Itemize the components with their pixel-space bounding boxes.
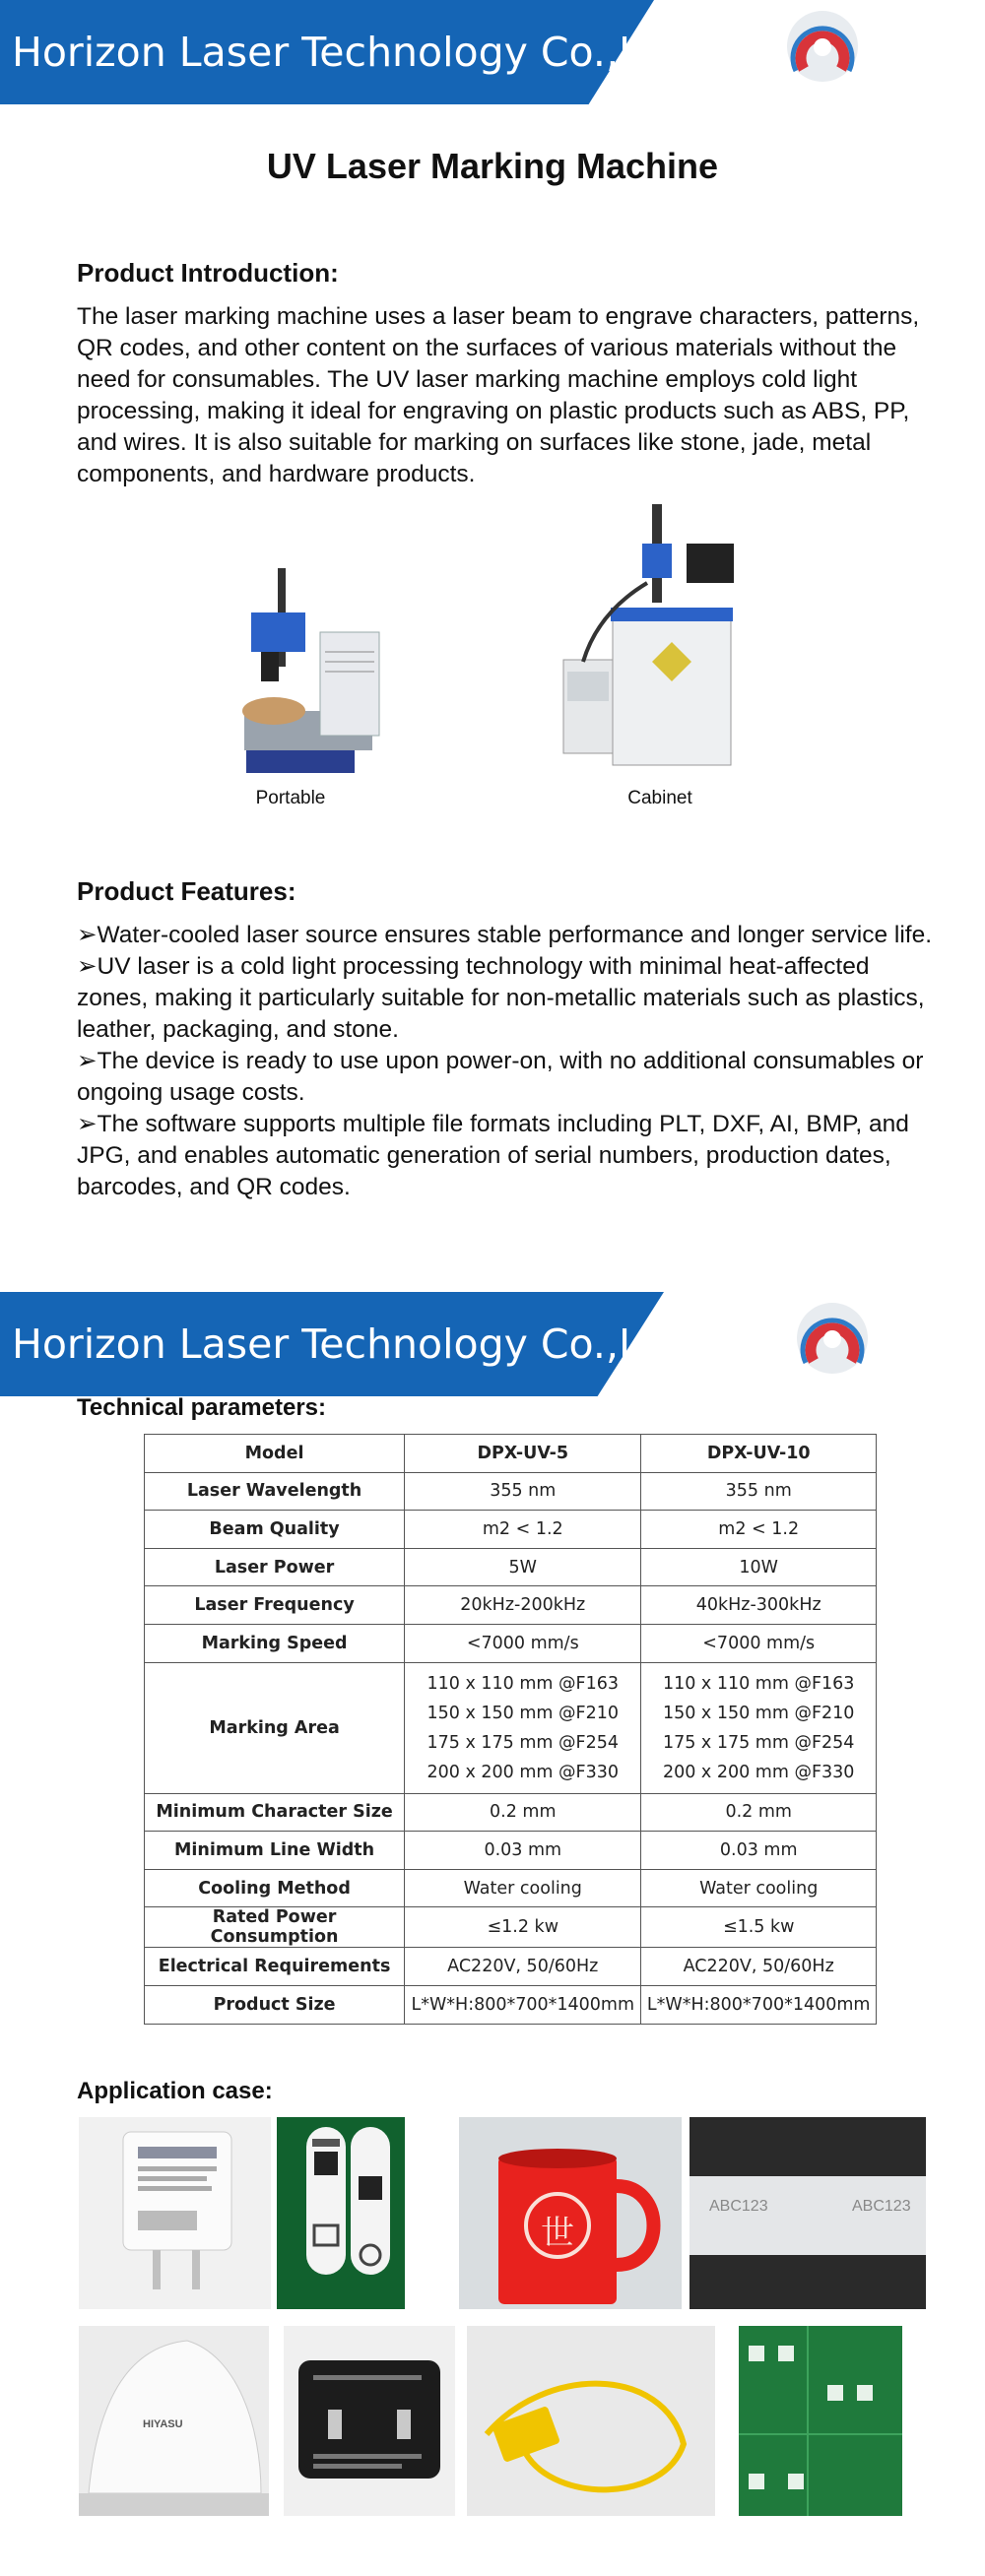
param-value: 10W xyxy=(641,1548,877,1586)
param-name: Laser Power xyxy=(145,1548,405,1586)
header-cell: DPX-UV-10 xyxy=(641,1435,877,1473)
app-image-mug xyxy=(459,2117,682,2309)
param-value: 355 nm xyxy=(641,1472,877,1511)
param-value: AC220V, 50/60Hz xyxy=(641,1948,877,1986)
bullet-icon: ➢ xyxy=(77,1111,98,1137)
param-name: Laser Wavelength xyxy=(145,1472,405,1511)
app-image-charger xyxy=(79,2117,271,2309)
app-image-mask xyxy=(79,2326,269,2516)
tube-body xyxy=(690,2176,926,2255)
feature-item: ➢Water-cooled laser source ensures stable performance and longer service life. xyxy=(77,922,933,948)
param-value: ≤1.2 kw xyxy=(405,1907,641,1948)
table-row xyxy=(145,1511,877,1549)
table-row xyxy=(145,1985,877,2024)
header-cell: DPX-UV-5 xyxy=(405,1435,641,1473)
table-row xyxy=(145,1548,877,1586)
company-name-2: Horizon Laser Technology Co.,Ltd xyxy=(12,1320,683,1368)
spec-table xyxy=(144,1434,877,2025)
table-row xyxy=(145,1869,877,1907)
bullet-icon: ➢ xyxy=(77,922,98,948)
table-row xyxy=(145,1793,877,1832)
portable-machine-image xyxy=(227,563,394,780)
tech-heading: Technical parameters: xyxy=(77,1394,326,1421)
app-image-pcb xyxy=(739,2326,902,2516)
table-row xyxy=(145,1662,877,1793)
param-value: 20kHz-200kHz xyxy=(405,1586,641,1625)
header-banner-2 xyxy=(0,1292,985,1396)
param-value: 0.03 mm xyxy=(405,1832,641,1870)
header-cell: Model xyxy=(145,1435,405,1473)
param-name: Rated Power Consumption xyxy=(145,1907,405,1948)
param-value: L*W*H:800*700*1400mm xyxy=(641,1985,877,2024)
param-value: 0.03 mm xyxy=(641,1832,877,1870)
param-name: Minimum Character Size xyxy=(145,1793,405,1832)
table-header-row xyxy=(145,1435,877,1473)
param-name: Product Size xyxy=(145,1985,405,2024)
param-value: ≤1.5 kw xyxy=(641,1907,877,1948)
param-value: 5W xyxy=(405,1548,641,1586)
param-value: 110 x 110 mm @F163 150 x 150 mm @F210 175 x 175 mm @F254 200 x 200 mm @F330 xyxy=(641,1662,877,1793)
tube-marking: ABC123 xyxy=(852,2198,911,2215)
company-logo-icon xyxy=(794,1300,871,1377)
company-name: Horizon Laser Technology Co.,Ltd xyxy=(12,29,683,76)
bullet-icon: ➢ xyxy=(77,953,98,980)
company-logo-icon xyxy=(784,8,861,85)
param-value: 0.2 mm xyxy=(405,1793,641,1832)
application-heading: Application case: xyxy=(77,2078,273,2104)
param-value: AC220V, 50/60Hz xyxy=(405,1948,641,1986)
app-image-adapter xyxy=(284,2326,455,2516)
param-value: m2 < 1.2 xyxy=(641,1511,877,1549)
param-value: 355 nm xyxy=(405,1472,641,1511)
header-banner xyxy=(0,0,985,104)
portable-caption: Portable xyxy=(255,788,326,808)
param-value: Water cooling xyxy=(641,1869,877,1907)
param-name: Laser Frequency xyxy=(145,1586,405,1625)
param-name: Marking Speed xyxy=(145,1624,405,1662)
table-row xyxy=(145,1586,877,1625)
mask-brand: HIYASU xyxy=(143,2418,183,2430)
cabinet-caption: Cabinet xyxy=(627,788,692,808)
intro-text: The laser marking machine uses a laser beam to engrave characters, patterns, QR codes, and other content on the surfaces of various materials without the need for consumables. The UV laser marking machine employs cold light processing, making it ideal for engraving on plastic products such as ABS, PP, and wires. It is also suitable for marking on surfaces like stone, jade, metal components, and hardware products. xyxy=(77,303,920,487)
param-value: 110 x 110 mm @F163 150 x 150 mm @F210 175 x 175 mm @F254 200 x 200 mm @F330 xyxy=(405,1662,641,1793)
app-image-qr-tags xyxy=(277,2117,405,2309)
feature-item: ➢The software supports multiple file formats including PLT, DXF, AI, BMP, and JPG, and enables automatic generation of serial numbers, production dates, barcodes, and QR codes. xyxy=(77,1111,909,1200)
table-row xyxy=(145,1948,877,1986)
table-row xyxy=(145,1907,877,1948)
table-row xyxy=(145,1624,877,1662)
param-value: m2 < 1.2 xyxy=(405,1511,641,1549)
intro-heading: Product Introduction: xyxy=(77,258,339,288)
table-row xyxy=(145,1832,877,1870)
app-image-tube xyxy=(690,2117,926,2309)
param-value: <7000 mm/s xyxy=(405,1624,641,1662)
bullet-icon: ➢ xyxy=(77,1048,98,1074)
mug-engraving: 世 xyxy=(541,2214,574,2253)
feature-item: ➢The device is ready to use upon power-on, with no additional consumables or ongoing usage costs. xyxy=(77,1048,924,1106)
app-image-seal xyxy=(467,2326,715,2516)
param-value: 40kHz-300kHz xyxy=(641,1586,877,1625)
param-name: Electrical Requirements xyxy=(145,1948,405,1986)
features-list xyxy=(77,920,944,1203)
features-heading: Product Features: xyxy=(77,876,296,906)
param-value: L*W*H:800*700*1400mm xyxy=(405,1985,641,2024)
param-name: Minimum Line Width xyxy=(145,1832,405,1870)
page-title: UV Laser Marking Machine xyxy=(266,146,719,186)
param-name: Marking Area xyxy=(145,1662,405,1793)
param-name: Beam Quality xyxy=(145,1511,405,1549)
feature-item: ➢UV laser is a cold light processing technology with minimal heat-affected zones, making it particularly suitable for non-metallic materials such as plastics, leather, packaging, and stone. xyxy=(77,953,925,1043)
param-name: Cooling Method xyxy=(145,1869,405,1907)
tube-marking: ABC123 xyxy=(709,2198,768,2215)
cabinet-machine-image xyxy=(554,504,741,775)
param-value: Water cooling xyxy=(405,1869,641,1907)
param-value: 0.2 mm xyxy=(641,1793,877,1832)
table-row xyxy=(145,1472,877,1511)
param-value: <7000 mm/s xyxy=(641,1624,877,1662)
